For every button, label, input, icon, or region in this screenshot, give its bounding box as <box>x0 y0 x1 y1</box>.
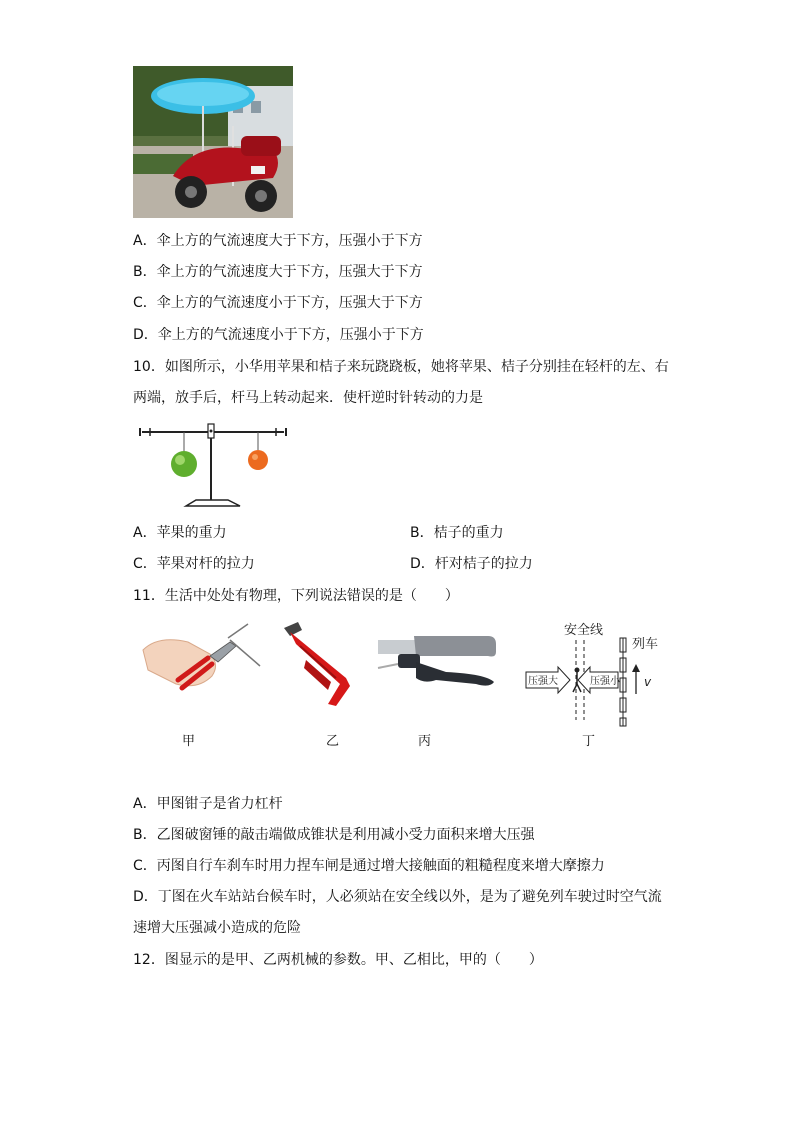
q10-stem-line2: 两端，放手后，杆马上转动起来．使杆逆时针转动的力是 <box>133 390 483 406</box>
q10-stem-line1: 10．如图所示，小华用苹果和桔子来玩跷跷板，她将苹果、桔子分别挂在轻杆的左、右 <box>133 359 669 375</box>
q10-option-a: A．苹果的重力 <box>133 525 227 541</box>
q11-option-a: A．甲图钳子是省力杠杆 <box>133 796 283 812</box>
q9-option-d: D．伞上方的气流速度小于下方，压强小于下方 <box>133 327 424 343</box>
caption-ding: 丁 <box>582 734 596 749</box>
train-label: 列车 <box>632 637 659 652</box>
q10-option-c: C．苹果对杆的拉力 <box>133 556 255 572</box>
q9-option-c: C．伞上方的气流速度小于下方，压强大于下方 <box>133 295 423 311</box>
seesaw-figure <box>136 420 288 512</box>
q10-option-b: B．桔子的重力 <box>410 525 504 541</box>
q9-option-b: B．伞上方的气流速度大于下方，压强大于下方 <box>133 264 423 280</box>
caption-jia: 甲 <box>182 734 196 749</box>
q11-option-d-line2: 速增大压强减小造成的危险 <box>133 920 301 936</box>
caption-yi: 乙 <box>326 734 340 749</box>
brake-lever-figure <box>376 634 500 694</box>
q12-stem: 12．图显示的是甲、乙两机械的参数。甲、乙相比，甲的（ ） <box>133 952 543 968</box>
pressure-big-label: 压强大 <box>528 676 558 687</box>
scooter-umbrella-photo <box>133 66 293 218</box>
caption-bing: 丙 <box>418 734 432 749</box>
safety-hammer-figure <box>276 620 361 710</box>
safety-line-label: 安全线 <box>564 623 604 638</box>
q11-option-c: C．丙图自行车刹车时用力捏车闸是通过增大接触面的粗糙程度来增大摩擦力 <box>133 858 605 874</box>
q11-option-b: B．乙图破窗锤的敲击端做成锥状是利用减小受力面积来增大压强 <box>133 827 535 843</box>
velocity-label: v <box>644 675 652 689</box>
pressure-small-label: 压强小 <box>590 676 620 687</box>
pliers-figure <box>138 620 263 695</box>
q11-option-d-line1: D．丁图在火车站站台候车时，人必须站在安全线以外，是为了避免列车驶过时空气流 <box>133 889 662 905</box>
q10-option-d: D．杆对桔子的拉力 <box>410 556 533 572</box>
q9-option-a: A．伞上方的气流速度大于下方，压强小于下方 <box>133 233 423 249</box>
q11-stem: 11．生活中处处有物理，下列说法错误的是（ ） <box>133 588 459 604</box>
safety-line-figure <box>524 620 664 728</box>
